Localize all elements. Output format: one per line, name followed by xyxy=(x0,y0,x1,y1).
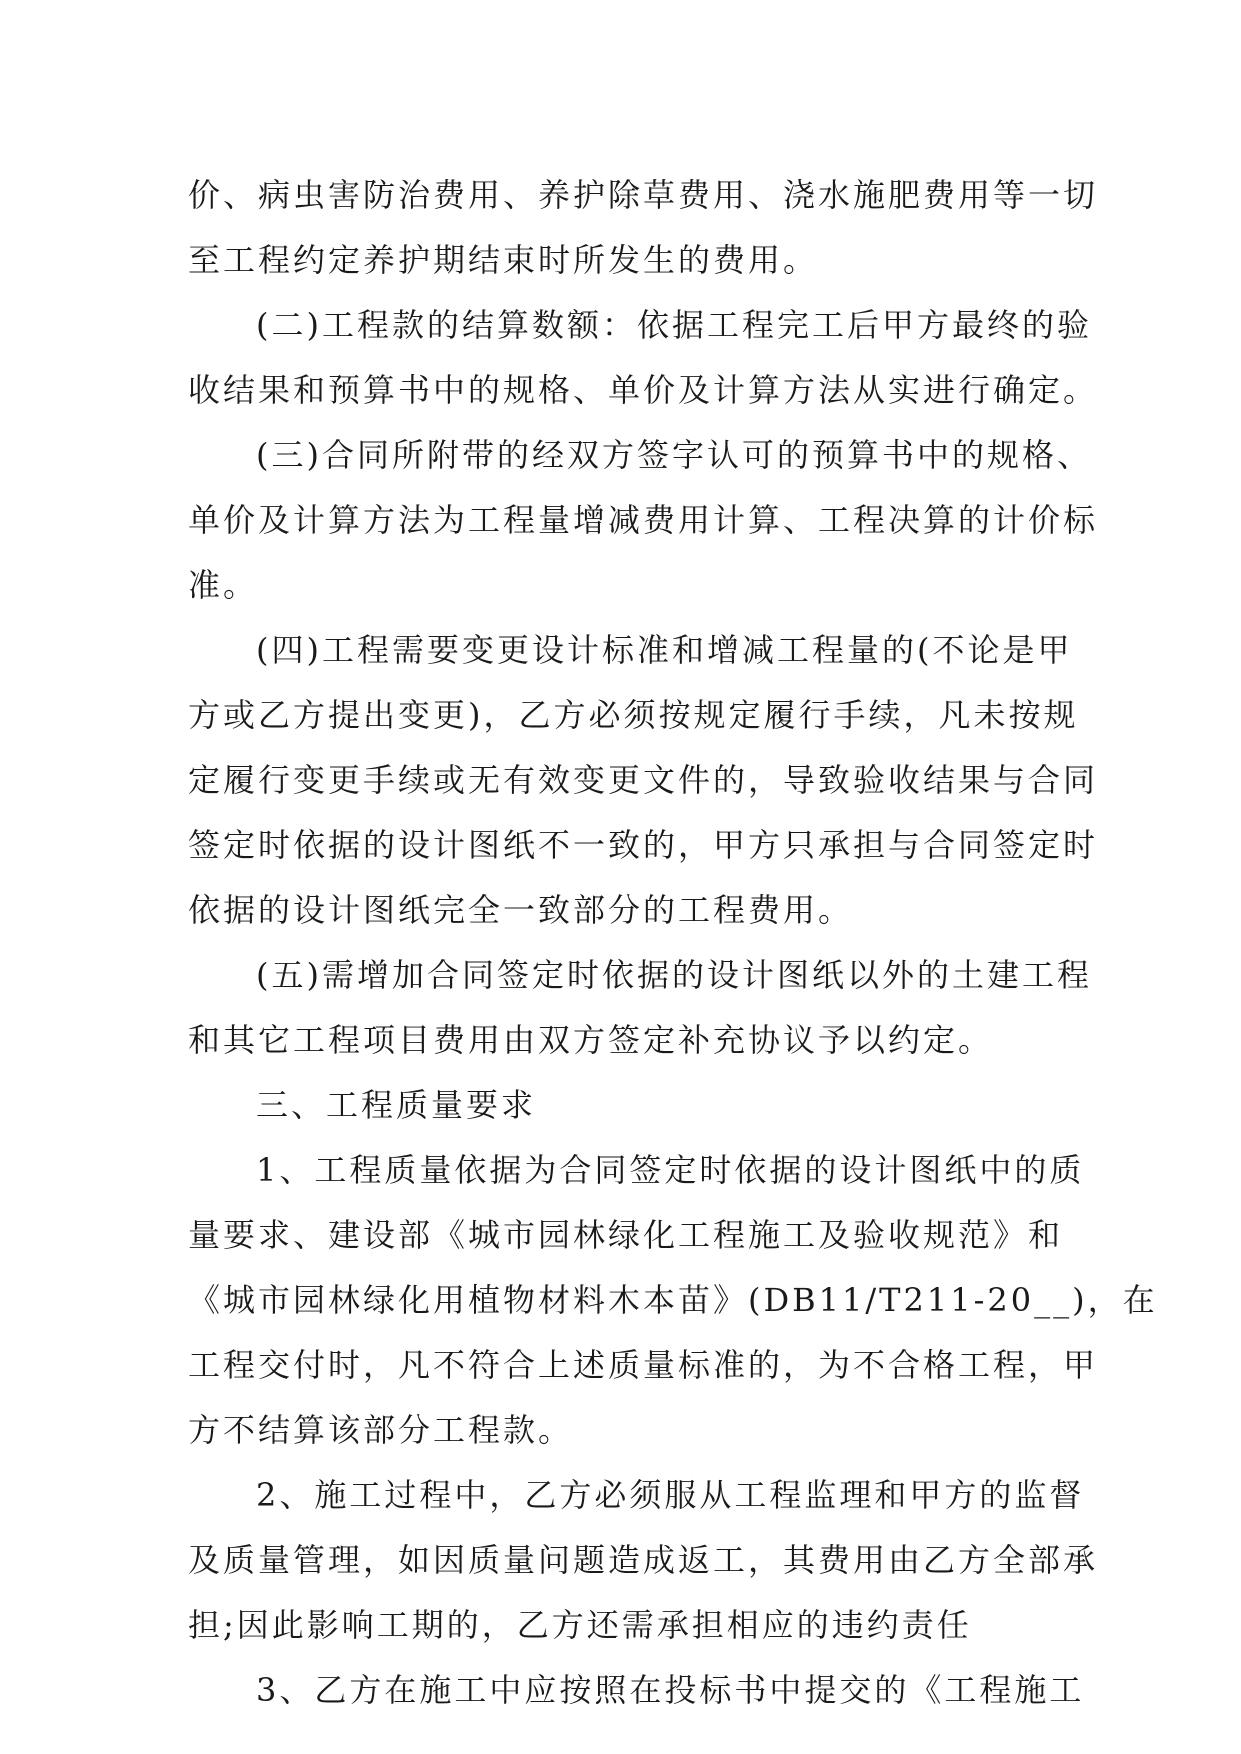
text-line: 签定时依据的设计图纸不一致的，甲方只承担与合同签定时 xyxy=(188,826,1099,864)
text-line: 准。 xyxy=(188,566,259,604)
text-line: 1、工程质量依据为合同签定时依据的设计图纸中的质 xyxy=(256,1151,1085,1189)
text-line: 2、施工过程中，乙方必须服从工程监理和甲方的监督 xyxy=(256,1476,1085,1514)
text-line: 方不结算该部分工程款。 xyxy=(188,1411,574,1449)
text-line: (二)工程款的结算数额：依据工程完工后甲方最终的验 xyxy=(256,306,1092,344)
text-line: 定履行变更手续或无有效变更文件的，导致验收结果与合同 xyxy=(188,761,1099,799)
text-line: 依据的设计图纸完全一致部分的工程费用。 xyxy=(188,891,854,929)
text-line: 《城市园林绿化用植物材料木本苗》(DB11/T211-20__)，在 xyxy=(188,1281,1158,1319)
document-body xyxy=(188,163,1158,1723)
section-heading: 三、工程质量要求 xyxy=(256,1086,537,1124)
text-line: (四)工程需要变更设计标准和增减工程量的(不论是甲 xyxy=(256,631,1073,669)
text-line: 担;因此影响工期的，乙方还需承担相应的违约责任 xyxy=(188,1606,972,1644)
text-line: 3、乙方在施工中应按照在投标书中提交的《工程施工 xyxy=(256,1671,1085,1709)
text-line: 方或乙方提出变更)，乙方必须按规定履行手续，凡未按规 xyxy=(188,696,1079,734)
text-line: 收结果和预算书中的规格、单价及计算方法从实进行确定。 xyxy=(188,371,1099,409)
text-line: 至工程约定养护期结束时所发生的费用。 xyxy=(188,241,819,279)
text-line: 量要求、建设部《城市园林绿化工程施工及验收规范》和 xyxy=(188,1216,1064,1254)
text-line: 及质量管理，如因质量问题造成返工，其费用由乙方全部承 xyxy=(188,1541,1099,1579)
text-line: 和其它工程项目费用由双方签定补充协议予以约定。 xyxy=(188,1021,994,1059)
text-line: 价、病虫害防治费用、养护除草费用、浇水施肥费用等一切 xyxy=(188,176,1099,214)
text-line: (三)合同所附带的经双方签字认可的预算书中的规格、 xyxy=(256,436,1092,474)
text-line: 工程交付时，凡不符合上述质量标准的，为不合格工程，甲 xyxy=(188,1346,1099,1384)
text-line: (五)需增加合同签定时依据的设计图纸以外的土建工程 xyxy=(256,956,1092,994)
text-line: 单价及计算方法为工程量增减费用计算、工程决算的计价标 xyxy=(188,501,1099,539)
